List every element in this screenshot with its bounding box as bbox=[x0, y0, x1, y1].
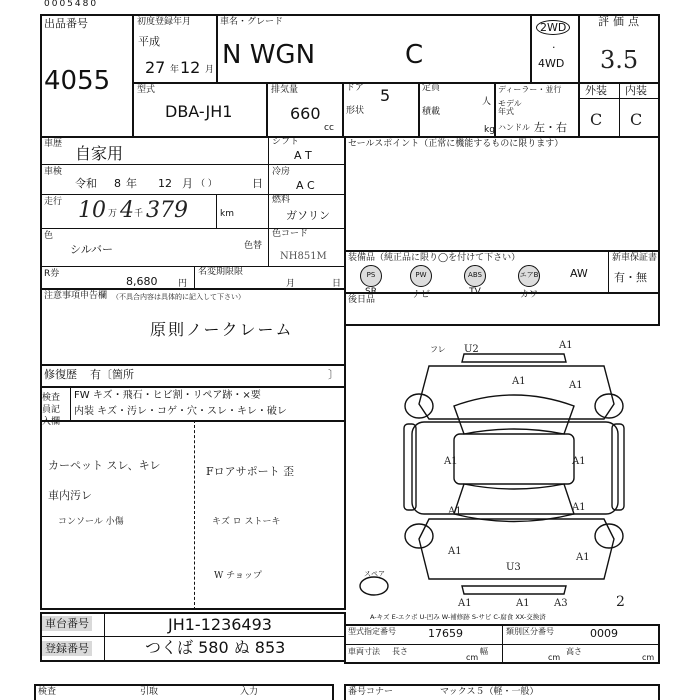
dims-length: 長さ bbox=[392, 647, 408, 656]
diagram-spare: スペア bbox=[364, 570, 385, 578]
handwritten-note-4: Fロアサポート 歪 bbox=[206, 465, 295, 478]
plate-value: つくば 580 ぬ 853 bbox=[145, 638, 286, 657]
diagram-u3: U3 bbox=[506, 562, 521, 573]
dealer-label: ディーラー・並行 bbox=[498, 85, 562, 94]
shift-label: シフト bbox=[272, 137, 300, 147]
fuel-label: 燃料 bbox=[272, 195, 291, 205]
inspector-line-1: FW キズ・飛石・ヒビ割・リペア跡・×要 bbox=[74, 390, 261, 401]
equipment-label: 装備品（純正品に限り◯を付けて下さい） bbox=[348, 253, 521, 263]
chassis-rule bbox=[40, 636, 346, 637]
footer-max: マックス５（軽・一般） bbox=[440, 687, 539, 697]
name-change-day: 日 bbox=[332, 279, 342, 289]
notes-value: 原則ノークレーム bbox=[150, 320, 294, 339]
airbag-icon: エアB bbox=[518, 265, 540, 287]
diagram-a1-rr-door: A1 bbox=[572, 502, 586, 513]
ac-value: A C bbox=[296, 179, 315, 192]
car-name-label: 車名・グレード bbox=[220, 17, 284, 27]
inspector-divider bbox=[70, 386, 71, 422]
usage-label: 車歴 bbox=[44, 139, 63, 149]
pw-icon: PW bbox=[410, 265, 432, 287]
repair-label: 修復歴 bbox=[44, 368, 77, 381]
score-value: 3.5 bbox=[600, 46, 639, 74]
first-reg-label: 初度登録年月 bbox=[137, 17, 192, 27]
lot-number: 4055 bbox=[44, 66, 111, 96]
capacity-label: 定員 bbox=[422, 83, 441, 93]
drive-4wd: 4WD bbox=[538, 57, 565, 70]
mileage-rest: 379 bbox=[146, 198, 188, 223]
category-value: 0009 bbox=[590, 627, 618, 640]
inspection-era: 令和 bbox=[75, 177, 97, 190]
inspector-label: 検査員記入欄 bbox=[42, 393, 61, 427]
equipment-divider bbox=[608, 250, 609, 294]
diagram-a1-rr: A1 bbox=[576, 552, 590, 563]
diagram-u2: U2 bbox=[464, 344, 479, 355]
model-designation-value: 17659 bbox=[428, 627, 463, 640]
equip-sr: SR bbox=[365, 287, 377, 297]
recycle-label: R券 bbox=[44, 269, 60, 279]
repair-box bbox=[40, 364, 346, 388]
diagram-a1-rf-door: A1 bbox=[572, 456, 586, 467]
name-change-label: 名変期限限 bbox=[198, 267, 244, 277]
chassis-value: JH1-1236493 bbox=[168, 615, 272, 634]
first-reg-month: 12 bbox=[180, 58, 201, 77]
new-car-warranty-label: 新車保証書 bbox=[612, 253, 658, 263]
ext-int-divider bbox=[619, 82, 620, 138]
grade: C bbox=[405, 40, 424, 70]
diagram-a1-rear-1: A1 bbox=[458, 598, 472, 609]
footer-left bbox=[34, 684, 334, 700]
handwritten-note-1: カーペット スレ、キレ bbox=[48, 459, 161, 472]
color-label: 色 bbox=[44, 231, 54, 241]
model-value: DBA-JH1 bbox=[165, 102, 233, 121]
diagram-a1-rf: A1 bbox=[569, 380, 583, 391]
displacement-unit: cc bbox=[324, 123, 334, 133]
dims-label: 車両寸法 bbox=[348, 647, 380, 656]
shift-value: A T bbox=[294, 149, 312, 162]
name-change-month: 月 bbox=[286, 279, 296, 289]
handwritten-note-3: コンソール 小傷 bbox=[58, 517, 124, 527]
inspection-month: 12 bbox=[158, 177, 172, 190]
diagram-a1-lf-door: A1 bbox=[444, 456, 458, 467]
handwritten-note-2: 車内汚レ bbox=[48, 489, 92, 502]
footer-input: 入力 bbox=[240, 687, 259, 697]
dims-length-unit: cm bbox=[466, 653, 479, 662]
info-divider bbox=[268, 136, 269, 266]
year-sub-label: 年式 bbox=[498, 107, 514, 116]
first-reg-year-unit: 年 bbox=[170, 65, 180, 75]
shape-label: 形状 bbox=[346, 106, 365, 116]
ps-icon: PS bbox=[360, 265, 382, 287]
mileage-label: 走行 bbox=[44, 197, 63, 207]
ac-label: 冷房 bbox=[272, 167, 291, 177]
car-name: N WGN bbox=[222, 40, 316, 70]
diagram-a1-lr-door: A1 bbox=[448, 506, 462, 517]
mileage-man: 10 bbox=[78, 198, 106, 223]
sales-point-box bbox=[344, 136, 660, 252]
inspection-paren: （ ） bbox=[196, 179, 217, 189]
fuel-value: ガソリン bbox=[286, 209, 330, 222]
diagram-a1-lr: A1 bbox=[448, 546, 462, 557]
repair-value: 有〔箇所 bbox=[90, 368, 134, 381]
dims-width: 幅 bbox=[480, 647, 488, 656]
capacity-unit: 人 bbox=[482, 97, 492, 107]
info-rule-1 bbox=[40, 164, 346, 165]
footer-pickup: 引取 bbox=[140, 687, 159, 697]
ext-int-rule bbox=[578, 98, 660, 99]
notes-col-divider bbox=[194, 420, 195, 610]
diagram-a1-rear-2: A1 bbox=[516, 598, 530, 609]
chassis-divider bbox=[104, 612, 105, 662]
model-label: 型式 bbox=[137, 85, 156, 95]
lot-label: 出品番号 bbox=[44, 17, 88, 30]
dims-width-unit: cm bbox=[548, 653, 561, 662]
model-designation-label: 型式指定番号 bbox=[348, 627, 396, 636]
int-value: C bbox=[630, 110, 643, 129]
dims-height: 高さ bbox=[566, 647, 582, 656]
handle-label: ハンドル bbox=[498, 123, 530, 132]
mileage-sen: 4 bbox=[120, 198, 134, 223]
footer-inspect: 検査 bbox=[38, 687, 57, 697]
inspection-month-unit: 月 bbox=[182, 177, 193, 190]
usage-value: 自家用 bbox=[75, 144, 124, 163]
equip-leather: カワ bbox=[519, 290, 538, 300]
ext-label: 外装 bbox=[585, 84, 607, 97]
int-label: 内装 bbox=[625, 84, 647, 97]
sales-point-label: セールスポイント（正常に機能するものに限ります） bbox=[348, 139, 564, 149]
first-reg-month-unit: 月 bbox=[205, 65, 215, 75]
equip-tv: TV bbox=[469, 287, 481, 297]
first-reg-year: 27 bbox=[145, 58, 166, 77]
doors-value: 5 bbox=[380, 86, 391, 105]
mileage-sen-unit: 千 bbox=[134, 209, 144, 219]
score-label: 評価点 bbox=[598, 15, 643, 28]
mileage-unit: km bbox=[220, 209, 234, 219]
equip-aw: AW bbox=[570, 267, 588, 280]
recycle-divider bbox=[194, 266, 195, 290]
category-label: 類別区分番号 bbox=[506, 627, 554, 636]
footer-corner: 番号コナー bbox=[348, 687, 394, 697]
recorder-label: 後日品 bbox=[348, 295, 376, 305]
model-year-label bbox=[498, 100, 522, 116]
mileage-divider bbox=[216, 194, 217, 228]
repair-close: 〕 bbox=[328, 368, 339, 381]
inspection-year: 8 bbox=[114, 177, 121, 190]
loading-label: 積載 bbox=[422, 107, 441, 117]
document-number: 0005480 bbox=[44, 0, 99, 9]
inspector-line-2: 内装 キズ・汚レ・コゲ・穴・スレ・キレ・破レ bbox=[74, 406, 287, 417]
model-sub-label: モデル bbox=[498, 99, 522, 108]
color-change-label: 色替 bbox=[244, 241, 263, 251]
info-rule-2 bbox=[40, 194, 346, 195]
inspection-day-label: 日 bbox=[252, 177, 263, 190]
displacement-label: 排気量 bbox=[271, 85, 299, 95]
abs-icon: ABS bbox=[464, 265, 486, 287]
ext-value: C bbox=[590, 110, 603, 129]
displacement-value: 660 bbox=[290, 104, 321, 123]
info-rule-4 bbox=[40, 266, 346, 267]
recycle-value: 8,680 bbox=[126, 275, 158, 288]
designation-rule bbox=[344, 644, 660, 645]
diagram-fure: フレ bbox=[430, 345, 446, 354]
first-reg-era: 平成 bbox=[138, 35, 160, 48]
notes-label: 注意事項申告欄 bbox=[44, 291, 108, 301]
diagram-a3: A3 bbox=[554, 598, 568, 609]
recycle-unit: 円 bbox=[178, 279, 188, 289]
color-code: NH851M bbox=[280, 251, 327, 262]
diagram-a1-hood: A1 bbox=[512, 376, 526, 387]
mileage-man-unit: 万 bbox=[108, 209, 118, 219]
car-damage-diagram bbox=[344, 324, 660, 614]
handwritten-notes-box bbox=[40, 420, 346, 610]
handwritten-note-6: W チョップ bbox=[214, 571, 262, 581]
inspection-year-unit: 年 bbox=[126, 177, 137, 190]
color-value: シルバー bbox=[70, 243, 113, 256]
chassis-label: 車台番号 bbox=[42, 616, 92, 631]
damage-legend: A-キズ E-エクボ U-凹み W-補修跡 S-サビ C-腐食 XX-交換済 bbox=[370, 613, 546, 621]
diagram-mark-2: 2 bbox=[616, 594, 625, 610]
plate-label: 登録番号 bbox=[42, 641, 92, 656]
loading-unit: kg bbox=[484, 125, 495, 135]
handwritten-note-5: キズ ロ ストーキ bbox=[212, 517, 281, 527]
drive-dot: · bbox=[552, 41, 556, 54]
recorder-box bbox=[344, 292, 660, 326]
dims-height-unit: cm bbox=[642, 653, 655, 662]
new-car-warranty-value: 有・無 bbox=[614, 271, 647, 284]
diagram-a1-front: A1 bbox=[559, 340, 573, 351]
inspection-label: 車検 bbox=[44, 167, 63, 177]
handle-value: 左・右 bbox=[534, 121, 567, 134]
color-code-label: 色コード bbox=[272, 229, 309, 239]
equip-navi: ナビ bbox=[411, 290, 430, 300]
doors-label: ドア bbox=[346, 83, 364, 93]
notes-sub: （不具合内容は具体的に記入して下さい） bbox=[112, 293, 245, 301]
drive-2wd: 2WD bbox=[536, 20, 570, 35]
